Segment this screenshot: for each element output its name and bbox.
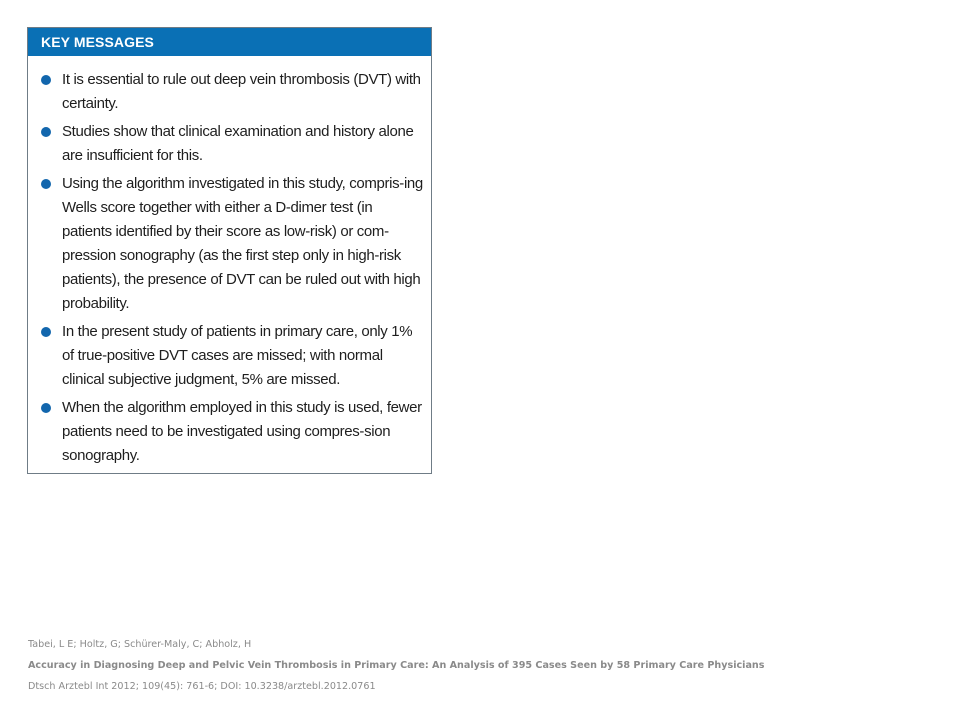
bullet-icon (41, 327, 51, 337)
key-message-item (41, 172, 423, 316)
bullet-icon (41, 127, 51, 137)
citation-authors: Tabei, L E; Holtz, G; Schürer-Maly, C; Abholz, H (28, 639, 252, 650)
key-message-text: Studies show that clinical examination and history alone are insufficient for this. (62, 123, 414, 164)
bullet-icon (41, 179, 51, 189)
key-messages-box (27, 27, 432, 474)
key-message-item (41, 396, 423, 468)
key-message-item (41, 68, 423, 116)
key-message-text: In the present study of patients in primary care, only 1% of true-positive DVT cases are missed; with normal clinical subjective judgment, 5% are missed. (62, 323, 413, 388)
key-message-text: It is essential to rule out deep vein thrombosis (DVT) with certainty. (62, 71, 421, 112)
key-messages-list (28, 56, 431, 468)
key-message-text: When the algorithm employed in this study is used, fewer patients need to be investigated using compres-sion sonography. (62, 399, 422, 464)
citation (28, 634, 764, 697)
bullet-icon (41, 403, 51, 413)
citation-reference: Dtsch Arztebl Int 2012; 109(45): 761-6; DOI: 10.3238/arztebl.2012.0761 (28, 681, 376, 692)
bullet-icon (41, 75, 51, 85)
key-message-item (41, 320, 423, 392)
key-message-item (41, 120, 423, 168)
citation-title: Accuracy in Diagnosing Deep and Pelvic Vein Thrombosis in Primary Care: An Analysis of 395 Cases Seen by 58 Primary Care Physicians (28, 660, 765, 671)
key-messages-header: KEY MESSAGES (28, 28, 431, 56)
key-message-text: Using the algorithm investigated in this study, compris-ing Wells score together with either a D-dimer test (in patients identified by their score as low-risk) or com-pression sonography (as the first step only in high-risk patients), the presence of DVT can be ruled out with high probability. (62, 175, 423, 312)
